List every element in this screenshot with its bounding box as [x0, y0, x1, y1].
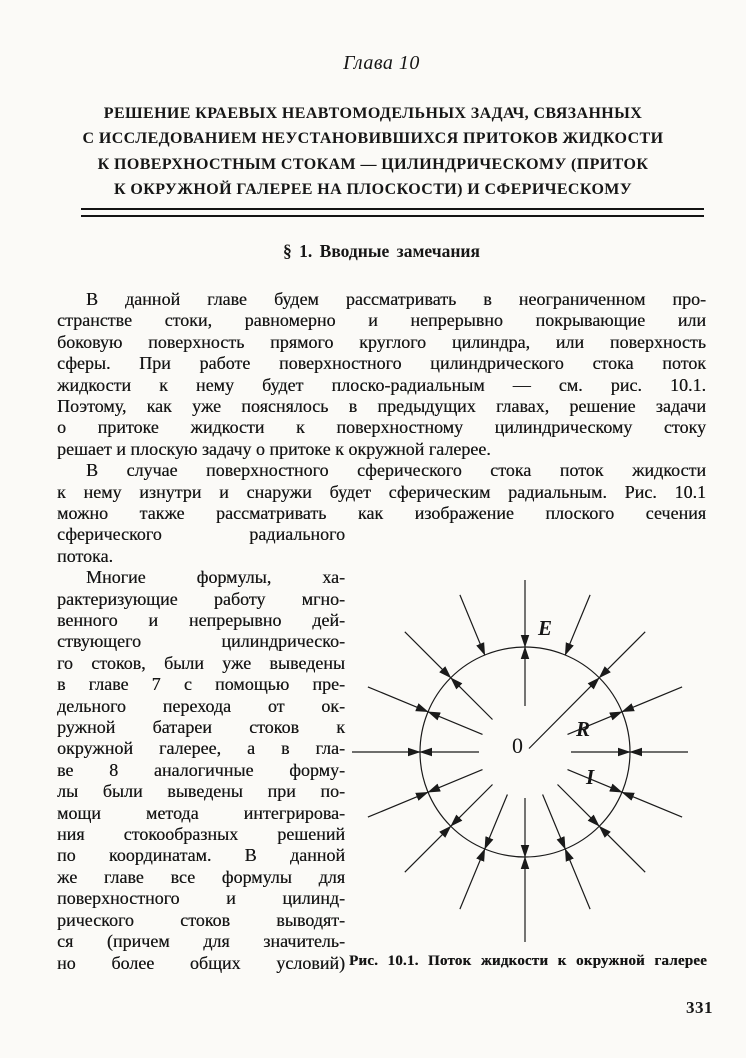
text-line: В данной главе будем рассматривать в неограниченном про-	[86, 289, 706, 309]
internal-outflow-arrows	[420, 647, 630, 857]
chapter-heading: Глава 10	[343, 52, 420, 74]
text-line: странстве стоки, равномерно и непрерывно покрывающие или	[57, 310, 706, 331]
text-line: мощи метода интегрирова-	[57, 802, 345, 823]
section-heading: § 1. Вводные замечания	[283, 241, 480, 261]
text-line: лы были выведены при по-	[57, 781, 345, 802]
text-line: же главе все формулы для	[57, 866, 345, 887]
text-line: окружной галерее, а в гла-	[57, 738, 345, 759]
text-line: ся (причем для значитель-	[57, 931, 345, 952]
text-line: Многие формулы, ха-	[86, 567, 345, 588]
paragraph-3-narrow	[57, 567, 345, 974]
text-line: К ПОВЕРХНОСТНЫМ СТОКАМ — ЦИЛИНДРИЧЕСКОМУ (ПРИТОК	[97, 155, 649, 173]
text-line: ве 8 аналогичные форму-	[57, 759, 345, 780]
text-line: по координатам. В данной	[57, 845, 345, 866]
text-line: потока.	[57, 545, 113, 566]
text-line: в главе 7 с помощью пре-	[57, 674, 345, 695]
text-line: ствующего цилиндрическо-	[57, 631, 345, 652]
text-line: дельного перехода от ок-	[57, 695, 345, 716]
text-line: К ОКРУЖНОЙ ГАЛЕРЕЕ НА ПЛОСКОСТИ) И СФЕРИЧЕСКОМУ	[114, 180, 632, 198]
chapter-title	[40, 101, 706, 202]
paragraph-1	[57, 289, 706, 460]
paragraph-2-narrow	[57, 524, 345, 567]
text-line: го стоков, были уже выведены	[57, 652, 345, 673]
text-line: ния стокообразных решений	[57, 824, 345, 845]
title-divider-rule	[81, 208, 704, 217]
text-line: РЕШЕНИЕ КРАЕВЫХ НЕАВТОМОДЕЛЬНЫХ ЗАДАЧ, СВЯЗАННЫХ	[103, 105, 643, 122]
paragraph-2-wide	[57, 460, 706, 524]
text-line: С ИССЛЕДОВАНИЕМ НЕУСТАНОВИВШИХСЯ ПРИТОКОВ ЖИДКОСТИ	[82, 130, 664, 148]
text-line: ружной батареи стоков к	[57, 717, 345, 738]
text-line: В случае поверхностного сферического стока поток жидкости	[86, 460, 706, 481]
page-number: 331	[686, 998, 713, 1017]
text-line: рактеризующие работу мгно-	[57, 588, 345, 609]
text-line: сферы. При работе поверхностного цилиндрического стока поток	[57, 353, 706, 374]
label-center: 0	[512, 733, 523, 758]
text-line: поверхностного и цилинд-	[57, 888, 345, 909]
text-line: но более общих условий)	[57, 952, 345, 973]
text-line: сферического радиального	[57, 524, 345, 545]
text-line: к нему изнутри и снаружи будет сферическим радиальным. Рис. 10.1	[57, 481, 706, 502]
external-inflow-arrows	[352, 580, 688, 942]
text-line: венного и непрерывно дей-	[57, 610, 345, 630]
label-internal-flow: I	[586, 765, 595, 789]
text-line: Поэтому, как уже пояснялось в предыдущих главах, решение задачи	[57, 396, 706, 417]
text-line: решает и плоскую задачу о притоке к окружной галерее.	[57, 438, 491, 459]
text-line: боковую поверхность прямого круглого цилиндра, или поверхность	[57, 331, 706, 352]
text-line: рического стоков выводят-	[57, 909, 345, 930]
text-line: можно также рассматривать как изображение плоского сечения	[57, 503, 706, 523]
figure-flow-to-gallery	[345, 545, 745, 955]
label-radius: R	[576, 717, 591, 741]
text-line: о притоке жидкости к поверхностному цилиндрическому стоку	[57, 417, 706, 438]
text-line: жидкости к нему будет плоско-радиальным — см. рис. 10.1.	[57, 374, 706, 395]
label-external-flow: E	[538, 616, 553, 640]
figure-caption: Рис. 10.1. Поток жидкости к окружной галерее	[349, 953, 707, 969]
